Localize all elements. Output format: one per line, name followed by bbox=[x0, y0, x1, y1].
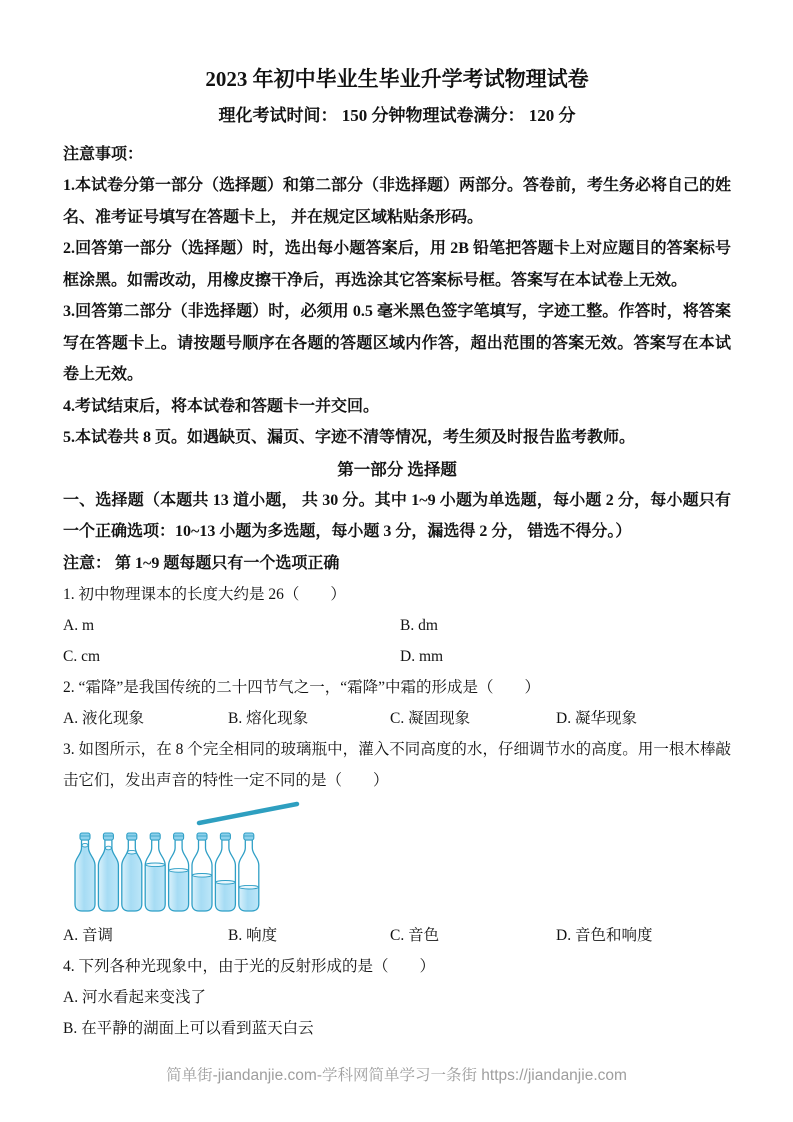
question-3-option-a: A. 音调 bbox=[63, 926, 113, 944]
notice-heading: 注意事项： bbox=[63, 146, 144, 163]
question-1-option-a: A. m bbox=[63, 616, 94, 634]
question-3 bbox=[63, 734, 731, 951]
watermark-footer: 简单街-jiandanjie.com-学科网简单学习一条街 https://jiandanjie.com bbox=[166, 1067, 627, 1084]
notice-item-4: 4.考试结束后，将本试卷和答题卡一并交回。 bbox=[63, 397, 380, 415]
question-2-options bbox=[63, 703, 731, 734]
question-3-text: 3. 如图所示，在 8 个完全相同的玻璃瓶中，灌入不同高度的水，仔细调节水的高度。用一根木棒敲击它们，发出声音的特性一定不同的是（ ） bbox=[63, 740, 731, 789]
page-title: 2023 年初中毕业生毕业升学考试物理试卷 bbox=[205, 67, 589, 91]
part1-note: 注意： 第 1~9 题每题只有一个选项正确 bbox=[63, 554, 340, 572]
bottles-stick-illustration bbox=[67, 798, 307, 918]
notice-item-2: 2.回答第一部分（选择题）时，选出每小题答案后，用 2B 铅笔把答题卡上对应题目的答案标号框涂黑。如需改动，用橡皮擦干净后，再选涂其它答案标号框。答案写在本试卷上无效。 bbox=[63, 240, 731, 289]
notice-item-3: 3.回答第二部分（非选择题）时，必须用 0.5 毫米黑色签字笔填写，字迹工整。作答时，将答案写在答题卡上。请按题号顺序在各题的答题区域内作答，超出范围的答案无效。答案写在本试卷上无效。 bbox=[63, 303, 731, 383]
question-2-option-b: B. 熔化现象 bbox=[228, 709, 309, 727]
notice-item-5: 5.本试卷共 8 页。如遇缺页、漏页、字迹不清等情况，考生须及时报告监考教师。 bbox=[63, 429, 636, 446]
question-1-option-b: B. dm bbox=[400, 616, 438, 634]
notice-section bbox=[63, 139, 731, 454]
question-1-option-c: C. cm bbox=[63, 647, 101, 665]
question-2-option-a: A. 液化现象 bbox=[63, 709, 144, 727]
part1-heading: 第一部分 选择题 bbox=[337, 459, 457, 479]
exam-time-score-line: 理化考试时间： 150 分钟物理试卷满分： 120 分 bbox=[218, 106, 576, 125]
question-3-option-c: C. 音色 bbox=[390, 926, 440, 944]
question-2 bbox=[63, 672, 731, 734]
question-3-option-b: B. 响度 bbox=[228, 926, 278, 944]
question-1-text: 1. 初中物理课本的长度大约是 26（ ） bbox=[63, 585, 346, 603]
bottles-and-stick-figure bbox=[67, 798, 731, 918]
question-4-option-b: B. 在平静的湖面上可以看到蓝天白云 bbox=[63, 1020, 314, 1037]
question-1-option-d: D. mm bbox=[400, 647, 444, 665]
exam-content bbox=[63, 64, 731, 1045]
question-4-text: 4. 下列各种光现象中，由于光的反射形成的是（ ） bbox=[63, 957, 436, 975]
part1-section bbox=[63, 454, 731, 579]
question-1 bbox=[63, 579, 731, 672]
question-3-option-d: D. 音色和响度 bbox=[556, 926, 653, 944]
question-4-option-a: A. 河水看起来变浅了 bbox=[63, 988, 206, 1006]
question-2-option-d: D. 凝华现象 bbox=[556, 709, 637, 727]
question-2-text: 2. “霜降”是我国传统的二十四节气之一，“霜降”中霜的形成是（ ） bbox=[63, 678, 541, 696]
notice-item-1: 1.本试卷分第一部分（选择题）和第二部分（非选择题）两部分。答卷前，考生务必将自己的姓名、准考证号填写在答题卡上， 并在规定区域粘贴条形码。 bbox=[63, 177, 732, 226]
question-2-option-c: C. 凝固现象 bbox=[390, 709, 471, 727]
question-3-options bbox=[63, 920, 731, 951]
part1-description: 一、选择题（本题共 13 道小题， 共 30 分。其中 1~9 小题为单选题，每小题 2 分，每小题只有一个正确选项：10~13 小题为多选题，每小题 3 分，漏选得 2 分， 错选不得分。） bbox=[63, 491, 731, 540]
question-1-options bbox=[63, 610, 731, 672]
question-4 bbox=[63, 951, 731, 1045]
